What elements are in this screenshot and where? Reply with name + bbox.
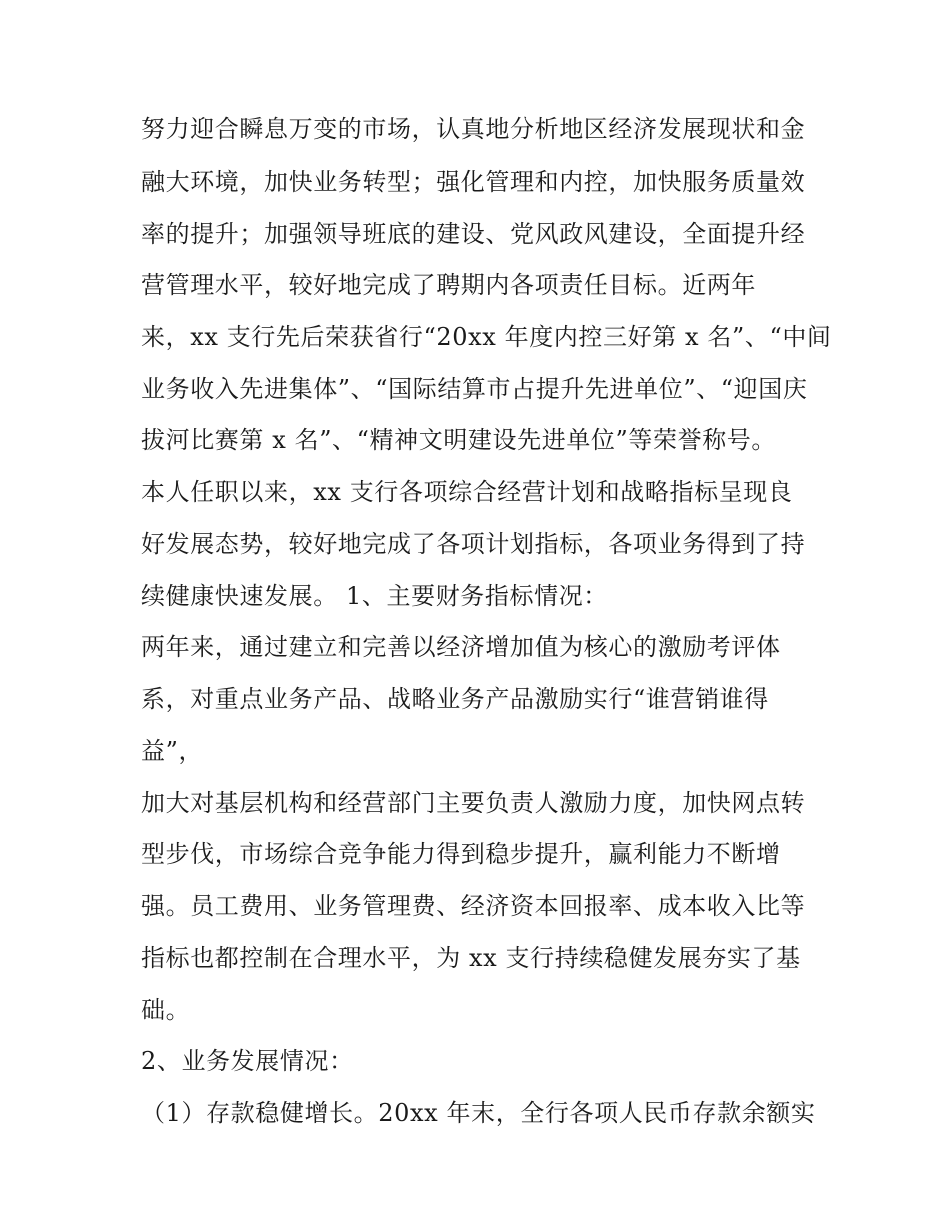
text-line: 业务收入先进集体”、“国际结算市占提升先进单位”、“迎国庆 [141,375,808,403]
text-line: 率的提升；加强领导班底的建设、党风政风建设，全面提升经 [141,220,806,248]
section-heading: 2、业务发展情况： [141,1047,354,1075]
text-line: 础。 [141,996,191,1024]
text-line: 加大对基层机构和经营部门主要负责人激励力度，加快网点转 [141,789,806,817]
text-line: 本人任职以来，xx 支行各项综合经营计划和战略指标呈现良 [141,478,793,506]
text-line: 续健康快速发展。 1、主要财务指标情况： [141,582,608,610]
text-line: 融大环境，加快业务转型；强化管理和内控，加快服务质量效 [141,168,806,196]
text-line: 强。员工费用、业务管理费、经济资本回报率、成本收入比等 [141,892,806,920]
text-line: 努力迎合瞬息万变的市场，认真地分析地区经济发展现状和金 [141,115,806,143]
text-line: 指标也都控制在合理水平，为 xx 支行持续稳健发展夯实了基 [141,944,801,972]
text-line: 拔河比赛第 x 名”、“精神文明建设先进单位”等荣誉称号。 [141,426,776,454]
text-line: 营管理水平，较好地完成了聘期内各项责任目标。近两年 [141,271,756,299]
text-line: 系，对重点业务产品、战略业务产品激励实行“谁营销谁得 [141,685,769,713]
text-line: 型步伐，市场综合竞争能力得到稳步提升，赢利能力不断增 [141,840,781,868]
text-line: 益”， [141,737,204,765]
text-line: 来，xx 支行先后荣获省行“20xx 年度内控三好第 x 名”、“中间 [141,323,832,351]
text-line: 好发展态势，较好地完成了各项计划指标，各项业务得到了持 [141,530,806,558]
text-line: （1）存款稳健增长。20xx 年末，全行各项人民币存款余额实 [141,1099,816,1127]
text-line: 两年来，通过建立和完善以经济增加值为核心的激励考评体 [141,633,781,661]
